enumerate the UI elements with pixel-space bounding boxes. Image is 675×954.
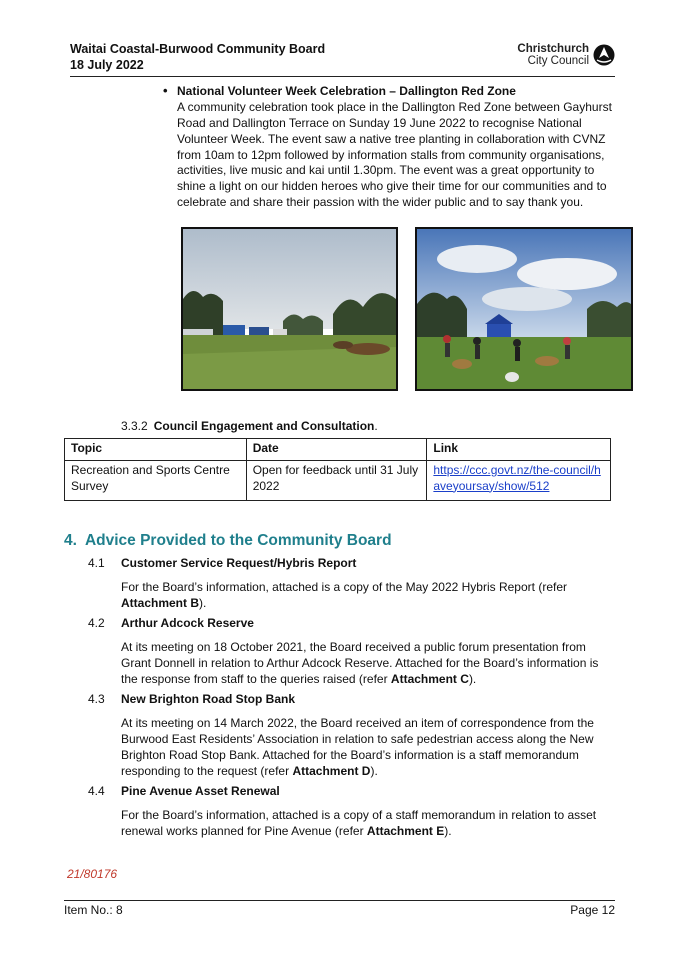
page-header bbox=[70, 41, 615, 77]
item-body: For the Board’s information, attached is a copy of the May 2022 Hybris Report (refer bbox=[121, 580, 567, 595]
header-link: Link bbox=[427, 439, 611, 461]
header-topic: Topic bbox=[65, 439, 247, 461]
attachment-ref: Attachment E bbox=[366, 823, 445, 838]
item-text bbox=[121, 640, 613, 687]
page-footer bbox=[64, 900, 615, 918]
cell-link bbox=[427, 461, 611, 501]
item-end: ). bbox=[199, 595, 207, 610]
item-body: At its meeting on 14 March 2022, the Board received an item of correspondence from the Burwood East Residents’ Association in relation to safe pedestrian access along the New Brighton Road Stop Bank. Attached for the Board’s information is a staff memorandum responding to the request (refer bbox=[121, 716, 594, 778]
table-header-row bbox=[65, 439, 611, 461]
header-date: Date bbox=[246, 439, 427, 461]
item-number: 4.2 bbox=[88, 616, 105, 630]
item-text bbox=[121, 808, 613, 840]
cell-date: Open for feedback until 31 July 2022 bbox=[246, 461, 427, 501]
subsection-332-heading bbox=[121, 418, 378, 434]
subsection-suffix: . bbox=[374, 419, 378, 433]
bullet-body: A community celebration took place in the Dallington Red Zone between Gayhurst Road and Dallington Terrace on Sunday 19 June 2022 to recognise National Volunteer Week. The event saw a native tree planting in collaboration with CVNZ from 10am to 12pm followed by information stalls from community organisations, activities, live music and kai until 1.30pm. The event was a great opportunity to shine a light on our hidden heroes who give their time for our communities and to celebrate and share their passion with the wider public and to say thank you. bbox=[177, 100, 612, 209]
item-end: ). bbox=[468, 671, 477, 686]
logo-line1: Christchurch bbox=[517, 43, 589, 55]
table-row bbox=[65, 461, 611, 501]
item-title: New Brighton Road Stop Bank bbox=[121, 692, 295, 706]
item-end: ). bbox=[370, 763, 378, 778]
item-number: 4.4 bbox=[88, 784, 105, 798]
event-photo-left bbox=[181, 227, 398, 391]
item-body: For the Board’s information, attached is a copy of a staff memorandum in relation to asset renewal works planned for Pine Avenue (refer bbox=[121, 808, 597, 838]
cell-topic: Recreation and Sports Centre Survey bbox=[65, 461, 247, 501]
event-photo-right bbox=[415, 227, 633, 391]
section-number: 4. bbox=[64, 532, 77, 549]
attachment-ref: Attachment D bbox=[292, 763, 371, 778]
subsection-title: Council Engagement and Consultation bbox=[153, 419, 375, 433]
item-end: ). bbox=[444, 823, 452, 838]
item-4-3 bbox=[88, 691, 613, 779]
item-title: Customer Service Request/Hybris Report bbox=[121, 556, 357, 570]
item-number-footer: Item No.: 8 bbox=[64, 903, 123, 917]
volunteer-week-section bbox=[163, 83, 613, 211]
item-title: Arthur Adcock Reserve bbox=[121, 616, 254, 630]
council-logo bbox=[517, 43, 615, 67]
item-4-2 bbox=[88, 615, 613, 688]
item-body: At its meeting on 18 October 2021, the Board received a public forum presentation from Grant Donnell in relation to Arthur Adcock Reserve. Attached for the Board’s information is the response from staff to the queries raised (refer bbox=[121, 640, 599, 686]
subsection-number: 3.3.2 bbox=[121, 419, 148, 433]
section-title: Advice Provided to the Community Board bbox=[84, 532, 392, 549]
document-reference: 21/80176 bbox=[67, 867, 118, 881]
item-number: 4.1 bbox=[88, 556, 105, 570]
item-number: 4.3 bbox=[88, 692, 105, 706]
logo-line2: City Council bbox=[527, 55, 589, 67]
item-4-1 bbox=[88, 555, 613, 612]
section-4-heading bbox=[64, 531, 392, 552]
page-number: Page 12 bbox=[570, 903, 615, 917]
item-4-4 bbox=[88, 783, 613, 840]
item-text bbox=[121, 580, 613, 612]
board-name: Waitai Coastal-Burwood Community Board bbox=[70, 42, 326, 56]
council-logo-icon bbox=[593, 44, 615, 66]
survey-link[interactable]: https://ccc.govt.nz/the-council/haveyoursay/show/512 bbox=[433, 463, 601, 493]
item-text bbox=[121, 716, 613, 779]
item-title: Pine Avenue Asset Renewal bbox=[121, 784, 280, 798]
attachment-ref: Attachment B bbox=[121, 595, 200, 610]
engagement-table bbox=[64, 438, 611, 501]
bullet-title: • National Volunteer Week Celebration – Dallington Red Zone bbox=[163, 83, 613, 99]
attachment-ref: Attachment C bbox=[390, 671, 469, 686]
meeting-date: 18 July 2022 bbox=[70, 58, 144, 72]
